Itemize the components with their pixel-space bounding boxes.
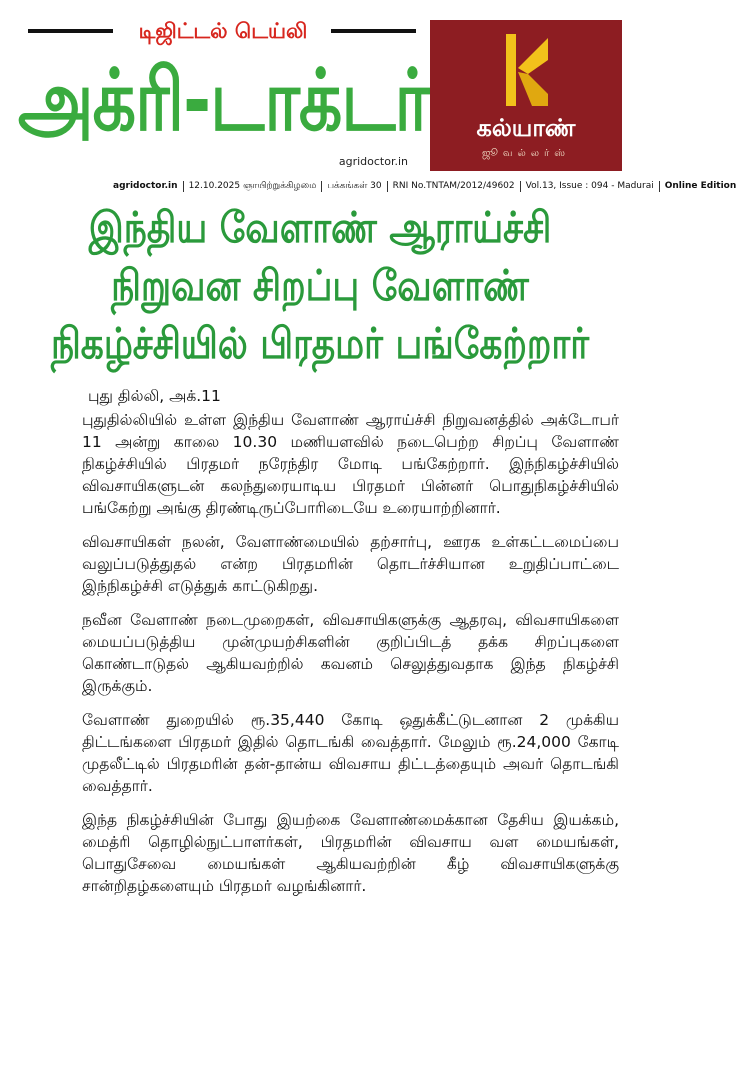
article-paragraph: இந்த நிகழ்ச்சியின் போது இயற்கை வேளாண்மைக்கான தேசிய இயக்கம், மைத்ரி தொழில்நுட்பாளர்கள், பிரதமரின் விவசாய வள மையங்கள், பொதுசேவை மையங்கள் ஆகியவற்றின் கீழ் விவசாயிகளுக்கு சான்றிதழ்களையும் பிரதமர் வழங்கினார். — [82, 811, 619, 895]
article-paragraph: விவசாயிகள் நலன், வேளாண்மையில் தற்சார்பு, ஊரக உள்கட்டமைப்பை வலுப்படுத்துதல் என்ற பிரதமரின் தொடர்ச்சியான உறுதிப்பாட்டை இந்நிகழ்ச்சி எடுத்துக் காட்டுகிறது. — [82, 533, 619, 595]
headline-line: இந்திய வேளாண் ஆராய்ச்சி — [88, 204, 552, 253]
article-paragraph: வேளாண் துறையில் ரூ.35,440 கோடி ஒதுக்கீட்டுடனான 2 முக்கிய திட்டங்களை பிரதமர் இதில் தொடங்கி வைத்தார். மேலும் ரூ.24,000 கோடி முதலீட்டில் பிரதமரின் தன்-தான்ய விவசாய திட்டத்தையும் அவர் தொடங்கி வைத்தார். — [82, 711, 619, 795]
masthead — [0, 0, 737, 200]
advertisement-box[interactable] — [430, 20, 622, 171]
headline-line: நிகழ்ச்சியில் பிரதமர் பங்கேற்றார் — [50, 320, 590, 369]
info-volume: Vol.13, Issue : 094 - Madurai — [521, 181, 660, 192]
advertisement-name: கல்யாண் — [476, 114, 576, 142]
info-edition: Online Edition — [664, 180, 737, 191]
masthead-tagline: டிஜிட்டல் டெய்லி — [138, 19, 308, 43]
article-paragraph: புதுதில்லியில் உள்ள இந்திய வேளாண் ஆராய்ச்சி நிறுவனத்தில் அக்டோபர் 11 அன்று காலை 10.30 மணியளவில் நடைபெற்ற சிறப்பு வேளாண் நிகழ்ச்சியில் பிரதமர் நரேந்திர மோடி பங்கேற்றார். இந்நிகழ்ச்சியில் விவசாயிகளுடன் கலந்துரையாடிய பிரதமர் பின்னர் பொதுநிகழ்ச்சியில் பங்கேற்று அங்கு திரண்டிருப்போரிடையே உரையாற்றினார். — [82, 411, 619, 517]
info-date: 12.10.2025 ஞாயிற்றுக்கிழமை — [184, 181, 323, 192]
info-site[interactable]: agridoctor.in — [108, 181, 184, 192]
info-pages: பக்கங்கள் 30 — [322, 181, 387, 192]
advertisement-subtitle: ஜூவல்லர்ஸ் — [481, 148, 571, 159]
info-bar — [108, 178, 741, 194]
article-headline — [20, 200, 620, 374]
article-paragraph: நவீன வேளாண் நடைமுறைகள், விவசாயிகளுக்கு ஆதரவு, விவசாயிகளை மையப்படுத்திய முன்முயற்சிகளின் குறிப்பிடத் தக்க சிறப்புகளை கொண்டாடுதல் ஆகியவற்றில் கவனம் செலுத்துவதாக இந்த நிகழ்ச்சி இருக்கும். — [82, 611, 619, 695]
tagline-rule-right — [331, 29, 416, 33]
tagline-rule-left — [28, 29, 113, 33]
headline-line: நிறுவன சிறப்பு வேளாண் — [111, 262, 529, 311]
info-rni: RNI No.TNTAM/2012/49602 — [388, 181, 521, 192]
masthead-domain: agridoctor.in — [338, 155, 408, 168]
masthead-brand: அக்ரி-டாக்டர் — [18, 52, 430, 151]
kalyan-logo-icon — [502, 34, 552, 106]
article-body — [82, 385, 619, 909]
article-dateline: புது தில்லி, அக்.11 — [88, 387, 221, 405]
